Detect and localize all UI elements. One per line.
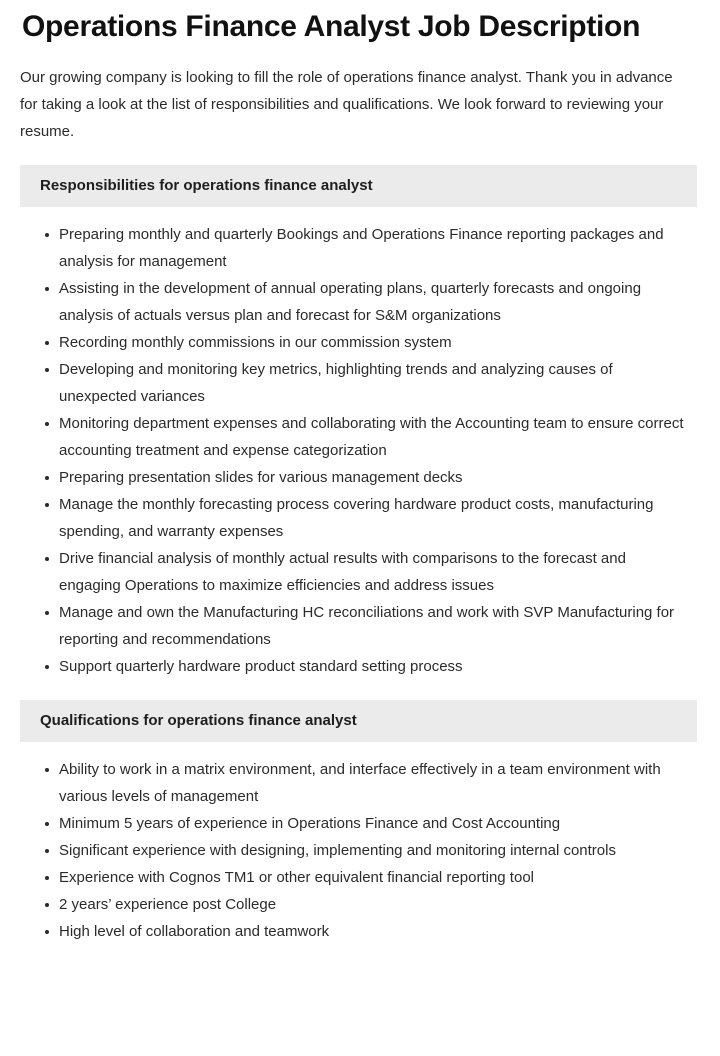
- page-title: Operations Finance Analyst Job Description: [22, 10, 641, 43]
- list-item: Manage and own the Manufacturing HC reconciliations and work with SVP Manufacturing for reporting and recommendations: [45, 599, 686, 653]
- list-item: Experience with Cognos TM1 or other equivalent financial reporting tool: [45, 864, 686, 891]
- list-item: Drive financial analysis of monthly actual results with comparisons to the forecast and engaging Operations to maximize efficiencies and address issues: [45, 545, 686, 599]
- sections-container: [0, 165, 720, 945]
- list-item: Developing and monitoring key metrics, highlighting trends and analyzing causes of unexpected variances: [45, 356, 686, 410]
- list-item: Significant experience with designing, implementing and monitoring internal controls: [45, 837, 686, 864]
- section-heading-label: Responsibilities for operations finance analyst: [40, 177, 373, 194]
- section-heading-bar: [20, 165, 697, 207]
- bullet-list: [0, 207, 720, 680]
- list-item: 2 years’ experience post College: [45, 891, 686, 918]
- list-item: Manage the monthly forecasting process covering hardware product costs, manufacturing spending, and warranty expenses: [45, 491, 686, 545]
- list-item: Minimum 5 years of experience in Operations Finance and Cost Accounting: [45, 810, 686, 837]
- section-block: [0, 700, 720, 945]
- list-item: High level of collaboration and teamwork: [45, 918, 686, 945]
- section-heading-label: Qualifications for operations finance analyst: [40, 712, 357, 729]
- list-item: Support quarterly hardware product standard setting process: [45, 653, 686, 680]
- list-item: Preparing monthly and quarterly Bookings and Operations Finance reporting packages and analysis for management: [45, 221, 686, 275]
- list-item: Recording monthly commissions in our commission system: [45, 329, 686, 356]
- section-heading-bar: [20, 700, 697, 742]
- list-item: Assisting in the development of annual operating plans, quarterly forecasts and ongoing analysis of actuals versus plan and forecast for S&M organizations: [45, 275, 686, 329]
- list-item: Preparing presentation slides for various management decks: [45, 464, 686, 491]
- intro-paragraph: Our growing company is looking to fill the role of operations finance analyst. Thank you in advance for taking a look at the list of responsibilities and qualifications. We look forward to reviewing your resume.: [20, 69, 673, 140]
- list-item: Monitoring department expenses and collaborating with the Accounting team to ensure correct accounting treatment and expense categorization: [45, 410, 686, 464]
- bullet-list: [0, 742, 720, 945]
- section-block: [0, 165, 720, 680]
- list-item: Ability to work in a matrix environment, and interface effectively in a team environment with various levels of management: [45, 756, 686, 810]
